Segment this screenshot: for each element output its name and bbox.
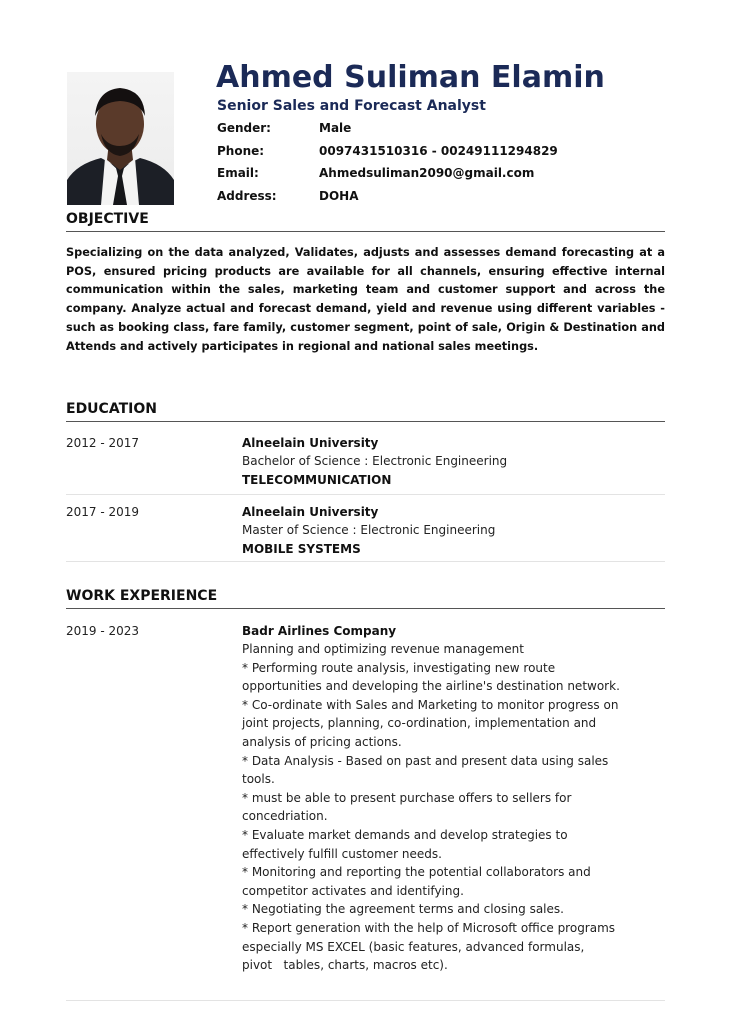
experience-line: concedriation. [242, 809, 328, 824]
education-institution: Alneelain University [242, 505, 379, 519]
experience-line: tools. [242, 772, 275, 787]
education-entry [66, 495, 665, 562]
experience-line: especially MS EXCEL (basic features, advanced formulas, [242, 939, 585, 954]
experience-line: * Negotiating the agreement terms and closing sales. [242, 902, 564, 917]
education-heading: EDUCATION [66, 401, 665, 422]
person-silhouette-icon [67, 72, 174, 205]
education-institution: Alneelain University [242, 436, 379, 450]
experience-company: Badr Airlines Company [242, 624, 397, 638]
education-dates: 2012 - 2017 [66, 436, 140, 450]
info-label: Phone: [217, 143, 265, 158]
education-details [242, 495, 665, 561]
experience-list [66, 614, 665, 1001]
info-row-email [217, 166, 558, 189]
education-list [66, 426, 665, 562]
info-value: Ahmedsuliman2090@gmail.com [319, 166, 535, 180]
job-title: Senior Sales and Forecast Analyst [217, 98, 486, 114]
info-label: Gender: [217, 121, 271, 135]
experience-line: * Monitoring and reporting the potential collaborators and [242, 865, 591, 880]
education-specialization: TELECOMMUNICATION [242, 472, 392, 487]
experience-line: * Data Analysis - Based on past and present data using sales [242, 753, 609, 768]
info-row-gender [217, 121, 558, 144]
experience-line: * Performing route analysis, investigating new route [242, 660, 556, 675]
info-label: Email: [217, 166, 259, 180]
experience-description [242, 640, 665, 975]
info-row-phone [217, 144, 558, 167]
experience-line: * must be able to present purchase offers to sellers for [242, 790, 572, 805]
experience-line: analysis of pricing actions. [242, 734, 402, 749]
education-degree: Bachelor of Science : Electronic Engineering [242, 454, 508, 468]
experience-line: opportunities and developing the airline's destination network. [242, 679, 620, 694]
personal-info [217, 121, 558, 211]
education-dates: 2017 - 2019 [66, 505, 140, 519]
experience-details [242, 614, 665, 1000]
education-specialization: MOBILE SYSTEMS [242, 541, 361, 556]
experience-line: joint projects, planning, co-ordination, implementation and [242, 716, 597, 731]
experience-dates: 2019 - 2023 [66, 624, 140, 638]
education-details [242, 426, 665, 494]
info-value: 0097431510316 - 00249111294829 [319, 143, 558, 158]
experience-line: effectively fulfill customer needs. [242, 846, 442, 861]
info-value: Male [319, 121, 352, 135]
info-value: DOHA [319, 188, 359, 203]
experience-line: pivot tables, charts, macros etc). [242, 958, 448, 973]
experience-line: * Co-ordinate with Sales and Marketing to monitor progress on [242, 697, 619, 712]
experience-line: * Evaluate market demands and develop strategies to [242, 827, 568, 842]
info-label: Address: [217, 188, 277, 203]
experience-line: * Report generation with the help of Microsoft office programs [242, 920, 616, 935]
experience-line: Planning and optimizing revenue management [242, 642, 524, 656]
info-row-address [217, 189, 558, 212]
education-entry [66, 426, 665, 495]
profile-photo [67, 72, 174, 205]
experience-line: competitor activates and identifying. [242, 883, 464, 898]
objective-text: Specializing on the data analyzed, Validates, adjusts and assesses demand forecasting at a POS, ensured pricing products are available for all channels, ensuring effective internal communication within the sales, marketing team and customer support and across the company. Analyze actual and forecast demand, yield and revenue using different variables - such as booking class, fare family, customer segment, point of sale, Origin & Destination and Attends and actively participates in regional and national sales meetings. [66, 246, 665, 353]
education-degree: Master of Science : Electronic Engineering [242, 523, 496, 537]
objective-heading: OBJECTIVE [66, 211, 665, 232]
candidate-name: Ahmed Suliman Elamin [216, 60, 605, 95]
experience-entry [66, 614, 665, 1001]
experience-heading: WORK EXPERIENCE [66, 588, 665, 609]
